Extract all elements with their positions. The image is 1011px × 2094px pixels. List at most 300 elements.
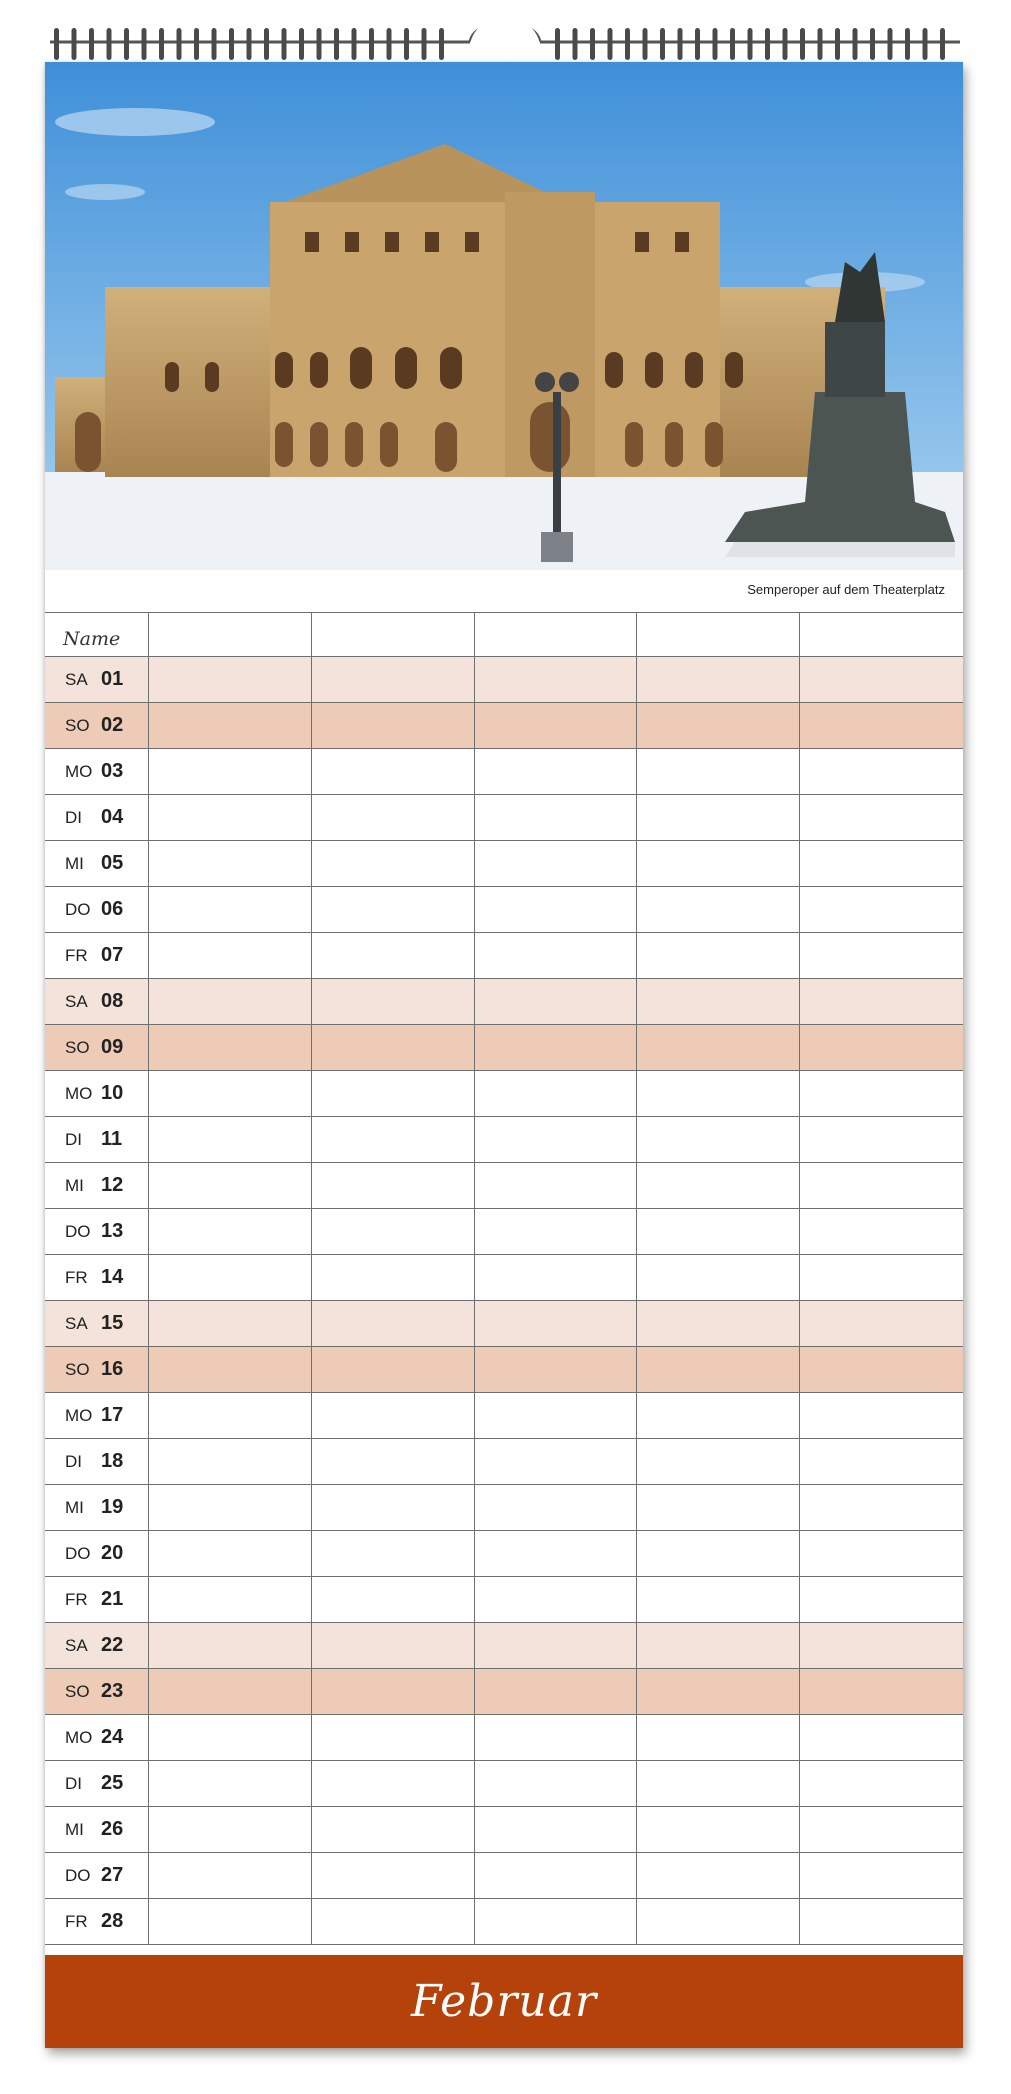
spiral-coil: [625, 28, 630, 60]
spiral-coil: [142, 28, 147, 60]
entry-cell[interactable]: [475, 1485, 638, 1530]
entry-cell[interactable]: [800, 1761, 963, 1806]
day-cell: [45, 1715, 149, 1760]
weekday-label: DI: [65, 807, 82, 827]
spiral-coil: [748, 28, 753, 60]
entry-cell[interactable]: [637, 1301, 800, 1346]
entry-cell[interactable]: [149, 1715, 312, 1760]
day-cell: [45, 703, 149, 748]
entry-cell[interactable]: [800, 749, 963, 794]
entry-cell[interactable]: [149, 657, 312, 702]
spiral-coil: [835, 28, 840, 60]
entry-cell[interactable]: [312, 1393, 475, 1438]
entry-cell[interactable]: [312, 749, 475, 794]
day-number: 01: [101, 668, 124, 690]
day-row: [45, 795, 963, 841]
entry-cell[interactable]: [312, 1255, 475, 1300]
entry-cell[interactable]: [637, 1761, 800, 1806]
entry-cell[interactable]: [800, 933, 963, 978]
spiral-coil: [713, 28, 718, 60]
entry-cell[interactable]: [149, 1485, 312, 1530]
day-cell: [45, 1209, 149, 1254]
day-row: [45, 1025, 963, 1071]
day-number: 02: [101, 714, 124, 736]
day-number: 07: [101, 944, 124, 966]
day-cell: [45, 1899, 149, 1944]
entry-cell[interactable]: [475, 1807, 638, 1852]
entry-cell[interactable]: [312, 1577, 475, 1622]
entry-cell[interactable]: [637, 1577, 800, 1622]
day-cell: [45, 1531, 149, 1576]
entry-cell[interactable]: [800, 1209, 963, 1254]
day-row: [45, 1761, 963, 1807]
entry-cell[interactable]: [149, 1255, 312, 1300]
entry-cell[interactable]: [149, 1301, 312, 1346]
day-number: 25: [101, 1772, 124, 1794]
day-cell: [45, 1669, 149, 1714]
day-cell: [45, 1301, 149, 1346]
entry-cell[interactable]: [637, 1807, 800, 1852]
spiral-coil: [282, 28, 287, 60]
day-row: [45, 1071, 963, 1117]
grid-header-row: [45, 612, 963, 657]
entry-cell[interactable]: [312, 933, 475, 978]
entry-cell[interactable]: [149, 1669, 312, 1714]
entry-cell[interactable]: [637, 657, 800, 702]
entry-cell[interactable]: [800, 1301, 963, 1346]
day-row: [45, 1715, 963, 1761]
entry-cell[interactable]: [800, 1439, 963, 1484]
weekday-label: SA: [65, 669, 88, 689]
spiral-coil: [853, 28, 858, 60]
entry-cell[interactable]: [312, 657, 475, 702]
entry-cell[interactable]: [312, 1439, 475, 1484]
spiral-coil: [923, 28, 928, 60]
entry-cell[interactable]: [312, 979, 475, 1024]
weekday-label: MI: [65, 853, 84, 873]
name-column-header[interactable]: [149, 613, 312, 656]
entry-cell[interactable]: [800, 1715, 963, 1760]
day-row: [45, 1117, 963, 1163]
entry-cell[interactable]: [312, 1669, 475, 1714]
entry-cell[interactable]: [800, 1485, 963, 1530]
day-row: [45, 703, 963, 749]
entry-cell[interactable]: [149, 841, 312, 886]
entry-cell[interactable]: [637, 1071, 800, 1116]
day-number: 17: [101, 1404, 124, 1426]
entry-cell[interactable]: [475, 1853, 638, 1898]
entry-cell[interactable]: [475, 1761, 638, 1806]
day-row: [45, 657, 963, 703]
entry-cell[interactable]: [800, 795, 963, 840]
day-row: [45, 1485, 963, 1531]
entry-cell[interactable]: [149, 1117, 312, 1162]
entry-cell[interactable]: [800, 1347, 963, 1392]
entry-cell[interactable]: [475, 887, 638, 932]
entry-cell[interactable]: [475, 1025, 638, 1070]
spiral-coil: [352, 28, 357, 60]
spiral-coil: [404, 28, 409, 60]
entry-cell[interactable]: [149, 1853, 312, 1898]
day-number: 26: [101, 1818, 124, 1840]
day-cell: [45, 1853, 149, 1898]
day-row: [45, 1623, 963, 1669]
entry-cell[interactable]: [637, 1393, 800, 1438]
day-row: [45, 1209, 963, 1255]
entry-cell[interactable]: [475, 1439, 638, 1484]
weekday-label: SO: [65, 715, 90, 735]
day-cell: [45, 1807, 149, 1852]
entry-cell[interactable]: [312, 1899, 475, 1944]
entry-cell[interactable]: [637, 795, 800, 840]
entry-cell[interactable]: [637, 979, 800, 1024]
entry-cell[interactable]: [312, 1485, 475, 1530]
entry-cell[interactable]: [637, 1531, 800, 1576]
entry-cell[interactable]: [475, 1577, 638, 1622]
calendar-page: [45, 62, 963, 2048]
entry-cell[interactable]: [800, 841, 963, 886]
spiral-coil: [818, 28, 823, 60]
entry-cell[interactable]: [312, 841, 475, 886]
entry-cell[interactable]: [800, 1853, 963, 1898]
entry-cell[interactable]: [800, 703, 963, 748]
day-number: 15: [101, 1312, 124, 1334]
spiral-coil: [159, 28, 164, 60]
entry-cell[interactable]: [637, 1255, 800, 1300]
weekday-label: MI: [65, 1819, 84, 1839]
spiral-coil: [940, 28, 945, 60]
weekday-label: SO: [65, 1037, 90, 1057]
spiral-coil: [299, 28, 304, 60]
month-title: Februar: [411, 1976, 597, 2027]
weekday-label: MI: [65, 1175, 84, 1195]
entry-cell[interactable]: [637, 1485, 800, 1530]
entry-cell[interactable]: [637, 841, 800, 886]
entry-cell[interactable]: [800, 1163, 963, 1208]
entry-cell[interactable]: [149, 795, 312, 840]
name-column-header[interactable]: [800, 613, 963, 656]
weekday-label: SA: [65, 1313, 88, 1333]
weekday-label: FR: [65, 945, 88, 965]
day-number: 23: [101, 1680, 124, 1702]
spiral-binding: [50, 24, 960, 64]
entry-cell[interactable]: [637, 1209, 800, 1254]
spiral-coil: [590, 28, 595, 60]
entry-cell[interactable]: [637, 887, 800, 932]
spiral-coil: [212, 28, 217, 60]
spiral-coil: [264, 28, 269, 60]
spiral-coil: [905, 28, 910, 60]
day-row: [45, 1393, 963, 1439]
entry-cell[interactable]: [475, 933, 638, 978]
entry-cell[interactable]: [149, 1163, 312, 1208]
entry-cell[interactable]: [475, 841, 638, 886]
entry-cell[interactable]: [637, 749, 800, 794]
weekday-label: DO: [65, 1221, 91, 1241]
entry-cell[interactable]: [312, 1761, 475, 1806]
day-row: [45, 1301, 963, 1347]
spiral-coil: [765, 28, 770, 60]
spiral-coil: [124, 28, 129, 60]
day-cell: [45, 1393, 149, 1438]
day-row: [45, 887, 963, 933]
spiral-coil: [334, 28, 339, 60]
day-number: 24: [101, 1726, 124, 1748]
entry-cell[interactable]: [312, 887, 475, 932]
name-label: Name: [63, 627, 121, 650]
entry-cell[interactable]: [475, 1623, 638, 1668]
entry-cell[interactable]: [312, 1209, 475, 1254]
spiral-coil: [608, 28, 613, 60]
entry-cell[interactable]: [475, 795, 638, 840]
day-cell: [45, 887, 149, 932]
weekday-label: SA: [65, 1635, 88, 1655]
entry-cell[interactable]: [312, 1347, 475, 1392]
entry-cell[interactable]: [312, 1025, 475, 1070]
entry-cell[interactable]: [312, 1531, 475, 1576]
entry-cell[interactable]: [475, 1209, 638, 1254]
day-cell: [45, 749, 149, 794]
spiral-coil: [177, 28, 182, 60]
entry-cell[interactable]: [800, 1899, 963, 1944]
entry-cell[interactable]: [149, 1807, 312, 1852]
spiral-coil: [387, 28, 392, 60]
entry-cell[interactable]: [312, 1623, 475, 1668]
spiral-coil: [888, 28, 893, 60]
name-column-header[interactable]: [475, 613, 638, 656]
entry-cell[interactable]: [475, 1255, 638, 1300]
entry-cell[interactable]: [149, 1761, 312, 1806]
spiral-coil: [317, 28, 322, 60]
entry-cell[interactable]: [475, 749, 638, 794]
weekday-label: DO: [65, 899, 91, 919]
day-row: [45, 1255, 963, 1301]
entry-cell[interactable]: [800, 1117, 963, 1162]
entry-cell[interactable]: [475, 1669, 638, 1714]
weekday-label: FR: [65, 1589, 88, 1609]
spiral-coil: [439, 28, 444, 60]
entry-cell[interactable]: [800, 1071, 963, 1116]
weekday-label: MO: [65, 761, 93, 781]
hanger-hole: [469, 24, 541, 64]
day-row: [45, 1853, 963, 1899]
name-column-header[interactable]: [637, 613, 800, 656]
weekday-label: FR: [65, 1267, 88, 1287]
entry-cell[interactable]: [149, 749, 312, 794]
entry-cell[interactable]: [149, 703, 312, 748]
day-row: [45, 933, 963, 979]
weekday-label: SA: [65, 991, 88, 1011]
entry-cell[interactable]: [637, 933, 800, 978]
day-row: [45, 1669, 963, 1715]
entry-cell[interactable]: [800, 1623, 963, 1668]
spiral-coil: [369, 28, 374, 60]
entry-cell[interactable]: [149, 1071, 312, 1116]
entry-cell[interactable]: [637, 1439, 800, 1484]
entry-cell[interactable]: [149, 1209, 312, 1254]
entry-cell[interactable]: [800, 1577, 963, 1622]
weekday-label: SO: [65, 1681, 90, 1701]
entry-cell[interactable]: [637, 1347, 800, 1392]
entry-cell[interactable]: [312, 703, 475, 748]
entry-cell[interactable]: [312, 1715, 475, 1760]
entry-cell[interactable]: [637, 1669, 800, 1714]
day-cell: [45, 1485, 149, 1530]
spiral-coil: [194, 28, 199, 60]
spiral-coil: [870, 28, 875, 60]
entry-cell[interactable]: [149, 1347, 312, 1392]
day-cell: [45, 979, 149, 1024]
day-cell: [45, 1163, 149, 1208]
entry-cell[interactable]: [149, 1577, 312, 1622]
day-row: [45, 1899, 963, 1945]
entry-cell[interactable]: [800, 1025, 963, 1070]
entry-cell[interactable]: [637, 1853, 800, 1898]
day-number: 04: [101, 806, 124, 828]
day-row: [45, 1439, 963, 1485]
day-row: [45, 749, 963, 795]
day-row: [45, 1163, 963, 1209]
day-cell: [45, 1623, 149, 1668]
entry-cell[interactable]: [149, 1531, 312, 1576]
weekday-label: DO: [65, 1865, 91, 1885]
spiral-coil: [229, 28, 234, 60]
entry-cell[interactable]: [149, 1025, 312, 1070]
day-cell: [45, 1347, 149, 1392]
entry-cell[interactable]: [475, 1071, 638, 1116]
entry-cell[interactable]: [475, 1117, 638, 1162]
day-cell: [45, 1439, 149, 1484]
day-number: 16: [101, 1358, 124, 1380]
day-number: 06: [101, 898, 124, 920]
name-column-header[interactable]: [312, 613, 475, 656]
entry-cell[interactable]: [475, 979, 638, 1024]
entry-cell[interactable]: [312, 1117, 475, 1162]
entry-cell[interactable]: [800, 1807, 963, 1852]
day-number: 21: [101, 1588, 124, 1610]
entry-cell[interactable]: [475, 1347, 638, 1392]
entry-cell[interactable]: [800, 979, 963, 1024]
day-number: 05: [101, 852, 124, 874]
entry-cell[interactable]: [475, 1393, 638, 1438]
entry-cell[interactable]: [800, 887, 963, 932]
day-number: 27: [101, 1864, 124, 1886]
entry-cell[interactable]: [312, 1853, 475, 1898]
day-row: [45, 841, 963, 887]
spiral-coil: [695, 28, 700, 60]
entry-cell[interactable]: [475, 1899, 638, 1944]
day-number: 14: [101, 1266, 124, 1288]
birthday-grid: [45, 612, 963, 1945]
day-cell: [45, 795, 149, 840]
spiral-coil: [643, 28, 648, 60]
entry-cell[interactable]: [637, 1025, 800, 1070]
entry-cell[interactable]: [475, 703, 638, 748]
entry-cell[interactable]: [475, 1301, 638, 1346]
entry-cell[interactable]: [312, 1163, 475, 1208]
day-cell: [45, 1117, 149, 1162]
name-header-cell: [45, 613, 149, 656]
day-cell: [45, 1025, 149, 1070]
day-number: 09: [101, 1036, 124, 1058]
day-number: 19: [101, 1496, 124, 1518]
spiral-coil: [54, 28, 59, 60]
spiral-coil: [107, 28, 112, 60]
entry-cell[interactable]: [637, 1623, 800, 1668]
entry-cell[interactable]: [637, 1899, 800, 1944]
entry-cell[interactable]: [149, 933, 312, 978]
entry-cell[interactable]: [149, 1899, 312, 1944]
day-number: 11: [101, 1128, 123, 1150]
day-number: 28: [101, 1910, 124, 1932]
weekday-label: MO: [65, 1083, 93, 1103]
entry-cell[interactable]: [800, 1255, 963, 1300]
entry-cell[interactable]: [149, 1393, 312, 1438]
day-row: [45, 1531, 963, 1577]
entry-cell[interactable]: [149, 1623, 312, 1668]
entry-cell[interactable]: [475, 1715, 638, 1760]
spiral-coil: [783, 28, 788, 60]
entry-cell[interactable]: [312, 1071, 475, 1116]
weekday-label: MI: [65, 1497, 84, 1517]
spiral-coil: [72, 28, 77, 60]
entry-cell[interactable]: [637, 1163, 800, 1208]
day-number: 12: [101, 1174, 124, 1196]
day-number: 08: [101, 990, 124, 1012]
entry-cell[interactable]: [800, 1531, 963, 1576]
entry-cell[interactable]: [312, 1807, 475, 1852]
entry-cell[interactable]: [312, 1301, 475, 1346]
entry-cell[interactable]: [475, 1163, 638, 1208]
entry-cell[interactable]: [312, 795, 475, 840]
day-cell: [45, 1255, 149, 1300]
day-cell: [45, 933, 149, 978]
entry-cell[interactable]: [149, 1439, 312, 1484]
weekday-label: MO: [65, 1727, 93, 1747]
day-row: [45, 1347, 963, 1393]
day-row: [45, 1577, 963, 1623]
day-cell: [45, 1577, 149, 1622]
month-footer: [45, 1955, 963, 2048]
entry-cell[interactable]: [149, 979, 312, 1024]
day-row: [45, 979, 963, 1025]
weekday-label: FR: [65, 1911, 88, 1931]
day-row: [45, 1807, 963, 1853]
day-number: 03: [101, 760, 124, 782]
calendar-photo: [45, 62, 963, 570]
day-cell: [45, 841, 149, 886]
weekday-label: SO: [65, 1359, 90, 1379]
weekday-label: DO: [65, 1543, 91, 1563]
spiral-coil: [800, 28, 805, 60]
spiral-coil: [89, 28, 94, 60]
spiral-coil: [422, 28, 427, 60]
entry-cell[interactable]: [637, 1117, 800, 1162]
weekday-label: DI: [65, 1129, 82, 1149]
entry-cell[interactable]: [800, 1669, 963, 1714]
entry-cell[interactable]: [149, 887, 312, 932]
entry-cell[interactable]: [475, 1531, 638, 1576]
day-cell: [45, 657, 149, 702]
day-cell: [45, 1071, 149, 1116]
spiral-coil: [247, 28, 252, 60]
entry-cell[interactable]: [800, 657, 963, 702]
entry-cell[interactable]: [475, 657, 638, 702]
entry-cell[interactable]: [637, 1715, 800, 1760]
entry-cell[interactable]: [800, 1393, 963, 1438]
day-number: 10: [101, 1082, 124, 1104]
entry-cell[interactable]: [637, 703, 800, 748]
